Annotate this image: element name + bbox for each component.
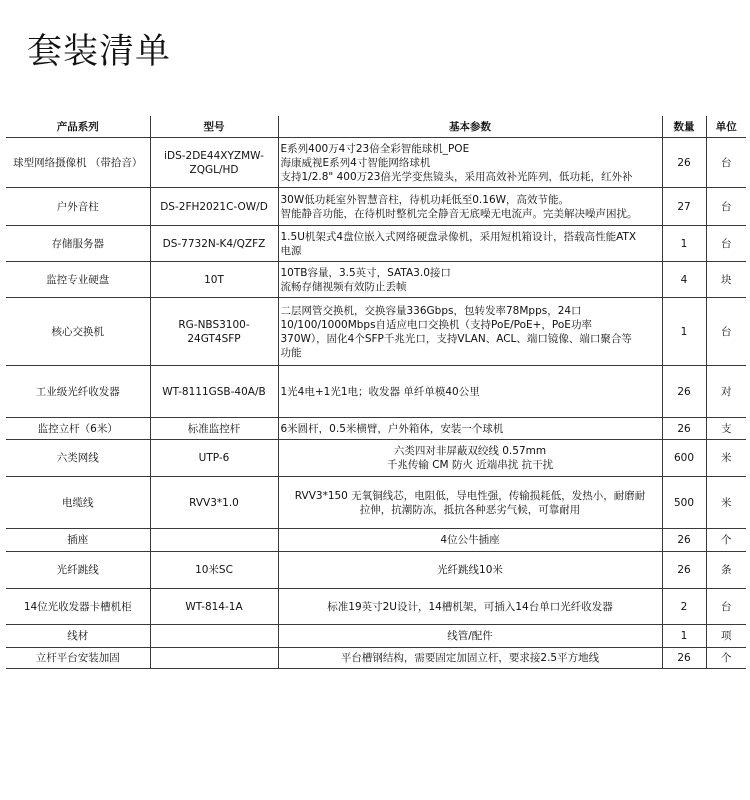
product-cell: 电缆线 [6, 477, 150, 529]
model-cell: DS-2FH2021C-OW/D [150, 188, 278, 226]
product-cell: 六类网线 [6, 440, 150, 477]
table-header-row [6, 116, 746, 138]
params-line: 370W），固化4个SFP千兆光口，支持VLAN、ACL、端口镜像、端口聚合等 [280, 332, 632, 345]
qty-cell: 600 [662, 440, 706, 477]
qty-cell: 4 [662, 262, 706, 298]
product-cell: 14位光收发器卡槽机柜 [6, 589, 150, 625]
table-row [6, 188, 746, 226]
product-cell: 存储服务器 [6, 226, 150, 262]
params-cell [278, 440, 662, 477]
model-cell: UTP-6 [150, 440, 278, 477]
product-cell: 户外音柱 [6, 188, 150, 226]
params-cell [278, 298, 662, 366]
qty-cell: 26 [662, 529, 706, 552]
model-cell: iDS-2DE44XYZMW-ZQGL/HD [150, 138, 278, 188]
params-cell [278, 188, 662, 226]
params-line: 六类四对非屏蔽双绞线 0.57mm [393, 445, 547, 457]
params-line: 电源 [280, 244, 302, 257]
product-cell: 球型网络摄像机 （带拾音） [6, 138, 150, 188]
params-line: 4位公牛插座 [440, 534, 500, 546]
qty-cell: 26 [662, 138, 706, 188]
product-cell: 核心交换机 [6, 298, 150, 366]
product-cell: 监控立杆（6米） [6, 418, 150, 440]
table-row [6, 477, 746, 529]
header-product: 产品系列 [6, 116, 150, 138]
header-model: 型号 [150, 116, 278, 138]
params-cell [278, 648, 662, 669]
params-line: 线管/配件 [447, 630, 493, 642]
unit-cell: 台 [706, 226, 746, 262]
qty-cell: 500 [662, 477, 706, 529]
params-line: RVV3*150 无氧铜线芯，电阻低，导电性强，传输损耗低，发热小，耐磨耐 [294, 489, 646, 502]
model-cell [150, 529, 278, 552]
params-line: 30W低功耗室外智慧音柱，待机功耗低至0.16W，高效节能。 [280, 193, 570, 206]
params-cell [278, 366, 662, 418]
model-cell: 标准监控杆 [150, 418, 278, 440]
product-cell: 插座 [6, 529, 150, 552]
table-row [6, 440, 746, 477]
params-cell [278, 552, 662, 589]
qty-cell: 26 [662, 648, 706, 669]
params-cell [278, 625, 662, 648]
product-cell: 线材 [6, 625, 150, 648]
params-line: 流畅存储视频有效防止丢帧 [280, 280, 407, 293]
params-cell [278, 138, 662, 188]
qty-cell: 26 [662, 418, 706, 440]
qty-cell: 2 [662, 589, 706, 625]
params-cell [278, 262, 662, 298]
qty-cell: 1 [662, 298, 706, 366]
qty-cell: 27 [662, 188, 706, 226]
table-row [6, 262, 746, 298]
product-cell: 工业级光纤收发器 [6, 366, 150, 418]
params-cell [278, 477, 662, 529]
params-line: 功能 [280, 346, 302, 359]
table-row [6, 529, 746, 552]
table-row [6, 648, 746, 669]
params-cell [278, 589, 662, 625]
product-cell: 光纤跳线 [6, 552, 150, 589]
header-unit: 单位 [706, 116, 746, 138]
model-cell: DS-7732N-K4/QZFZ [150, 226, 278, 262]
model-cell: 10米SC [150, 552, 278, 589]
params-line: 光纤跳线10米 [437, 564, 503, 576]
unit-cell: 米 [706, 440, 746, 477]
table-row [6, 138, 746, 188]
product-cell: 监控专业硬盘 [6, 262, 150, 298]
params-line: 标准19英寸2U设计，14槽机架，可插入14台单口光纤收发器 [327, 600, 613, 613]
params-line: E系列400万4寸23倍全彩智能球机_POE [280, 142, 470, 155]
model-cell: RVV3*1.0 [150, 477, 278, 529]
table-row [6, 366, 746, 418]
params-line: 海康威视E系列4寸智能网络球机 [280, 156, 431, 169]
params-line: 6米圆杆，0.5米横臂，户外箱体，安装一个球机 [280, 422, 504, 435]
params-line: 拉伸，抗潮防冻，抵抗各种恶劣气候，可靠耐用 [359, 503, 581, 516]
unit-cell: 对 [706, 366, 746, 418]
params-line: 10TB容量，3.5英寸，SATA3.0接口 [280, 266, 451, 279]
qty-cell: 26 [662, 552, 706, 589]
unit-cell: 米 [706, 477, 746, 529]
table-row [6, 552, 746, 589]
page-title: 套装清单 [27, 32, 172, 72]
params-cell [278, 418, 662, 440]
unit-cell: 个 [706, 648, 746, 669]
unit-cell: 台 [706, 298, 746, 366]
table-row [6, 298, 746, 366]
unit-cell: 台 [706, 138, 746, 188]
params-line: 平台槽钢结构，需要固定加固立杆，要求接2.5平方地线 [340, 652, 600, 664]
params-cell [278, 529, 662, 552]
unit-cell: 台 [706, 589, 746, 625]
table-row [6, 625, 746, 648]
model-cell: WT-8111GSB-40A/B [150, 366, 278, 418]
model-cell: RG-NBS3100-24GT4SFP [150, 298, 278, 366]
product-cell: 立杆平台安装加固 [6, 648, 150, 669]
qty-cell: 1 [662, 625, 706, 648]
params-line: 1.5U机架式4盘位嵌入式网络硬盘录像机，采用短机箱设计，搭载高性能ATX [280, 230, 637, 243]
params-line: 支持1/2.8" 400万23倍光学变焦镜头，采用高效补光阵列，低功耗，红外补 [280, 170, 633, 183]
header-qty: 数量 [662, 116, 706, 138]
unit-cell: 项 [706, 625, 746, 648]
model-cell [150, 625, 278, 648]
params-line: 智能静音功能，在待机时整机完全静音无底噪无电流声。完美解决噪声困扰。 [280, 207, 638, 220]
params-line: 10/100/1000Mbps自适应电口交换机（支持PoE/PoE+，PoE功率 [280, 318, 592, 331]
package-list-table [6, 116, 746, 669]
unit-cell: 块 [706, 262, 746, 298]
params-line: 二层网管交换机，交换容量336Gbps，包转发率78Mpps，24口 [280, 304, 582, 317]
unit-cell: 个 [706, 529, 746, 552]
params-line: 千兆传输 CM 防火 近端串扰 抗干扰 [386, 459, 554, 471]
params-line: 1光4电+1光1电；收发器 单纤单模40公里 [280, 385, 480, 398]
qty-cell: 26 [662, 366, 706, 418]
model-cell: WT-814-1A [150, 589, 278, 625]
table-row [6, 226, 746, 262]
header-params: 基本参数 [278, 116, 662, 138]
model-cell [150, 648, 278, 669]
unit-cell: 条 [706, 552, 746, 589]
unit-cell: 支 [706, 418, 746, 440]
table-row [6, 589, 746, 625]
qty-cell: 1 [662, 226, 706, 262]
model-cell: 10T [150, 262, 278, 298]
table-row [6, 418, 746, 440]
unit-cell: 台 [706, 188, 746, 226]
params-cell [278, 226, 662, 262]
